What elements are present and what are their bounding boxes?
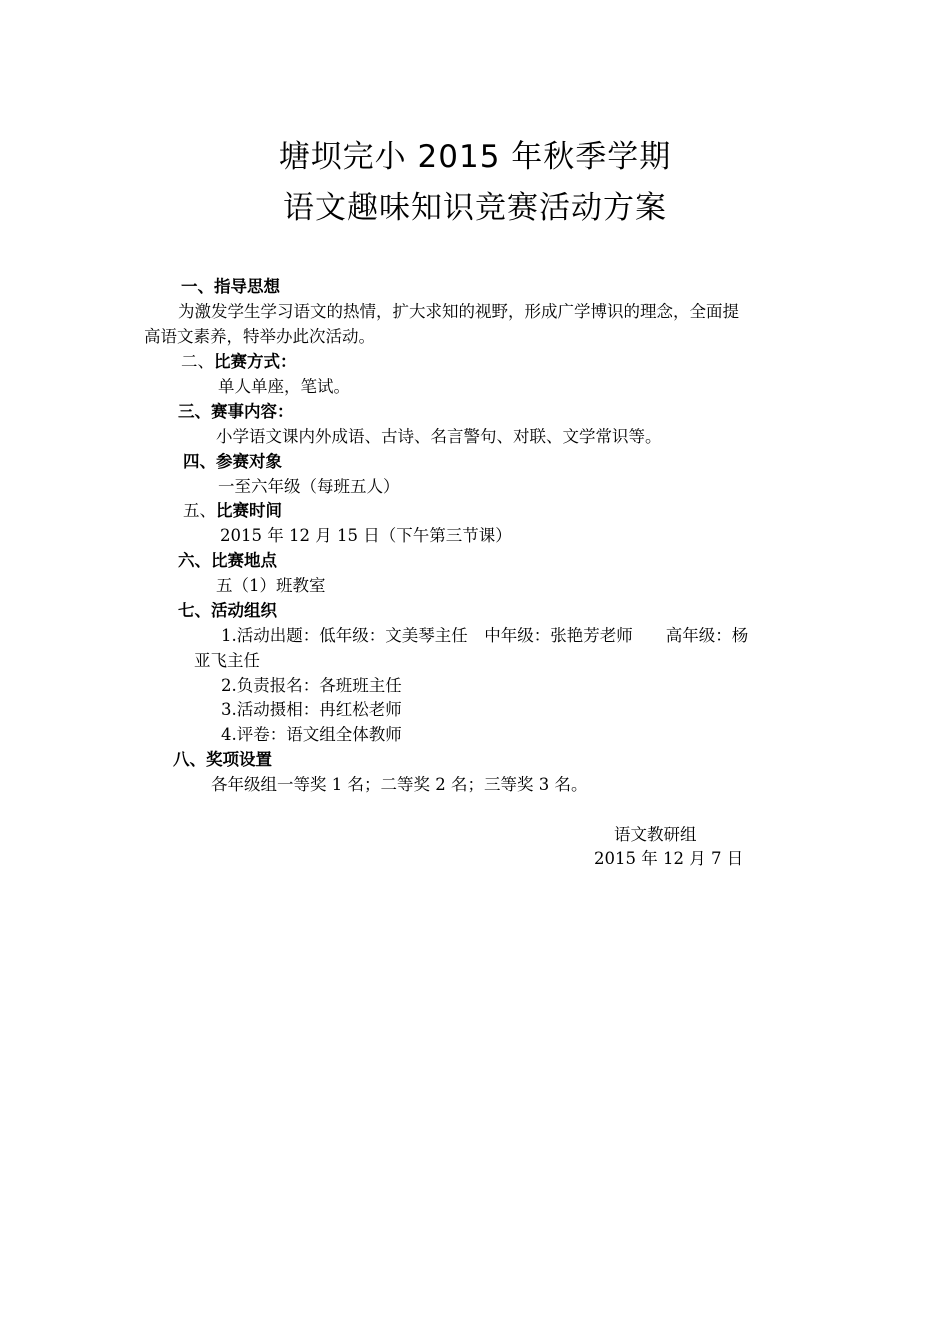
section-heading-awards: 八、奖项设置 (173, 750, 272, 769)
section-body-guiding-idea-line1: 为激发学生学习语文的热情，扩大求知的视野，形成广学博识的理念，全面提 (178, 302, 739, 321)
document-title-line1: 塘坝完小 2015 年秋季学期 (278, 139, 672, 175)
section-body-location: 五（1）班教室 (216, 576, 326, 595)
section-heading-competition-time (183, 500, 282, 522)
section-heading-participants: 四、参赛对象 (183, 452, 282, 471)
organization-item-photography: 3.活动摄相：冉红松老师 (221, 700, 402, 719)
section-heading-location: 六、比赛地点 (178, 551, 277, 570)
organization-item-grading: 4.评卷：语文组全体教师 (221, 725, 402, 744)
section-heading-contest-content: 三、赛事内容： (178, 402, 294, 421)
organization-item-registration: 2.负责报名：各班班主任 (221, 676, 402, 695)
section-title: 比赛时间 (216, 501, 282, 520)
document-title-line2: 语文趣味知识竞赛活动方案 (283, 190, 667, 226)
section-heading-guiding-idea: 一、指导思想 (181, 277, 280, 296)
section-body-participants: 一至六年级（每班五人） (218, 477, 400, 496)
signature-date: 2015 年 12 月 7 日 (594, 849, 744, 868)
section-number: 二、 (181, 352, 214, 371)
section-body-competition-time: 2015 年 12 月 15 日（下午第三节课） (220, 526, 512, 545)
section-heading-organization: 七、活动组织 (178, 601, 277, 620)
section-body-awards: 各年级组一等奖 1 名；二等奖 2 名；三等奖 3 名。 (211, 775, 588, 794)
section-heading-competition-format (181, 351, 297, 373)
organization-item-question-setting-line1: 1.活动出题：低年级：文美琴主任 中年级：张艳芳老师 高年级：杨 (221, 626, 749, 645)
organization-item-question-setting-line2: 亚飞主任 (194, 651, 260, 670)
section-body-guiding-idea-line2: 高语文素养，特举办此次活动。 (144, 327, 375, 346)
signature-group: 语文教研组 (614, 825, 697, 844)
section-body-contest-content: 小学语文课内外成语、古诗、名言警句、对联、文学常识等。 (216, 427, 662, 446)
section-title: 比赛方式： (214, 352, 297, 371)
section-body-competition-format: 单人单座，笔试。 (218, 377, 350, 396)
section-number: 五、 (183, 501, 216, 520)
